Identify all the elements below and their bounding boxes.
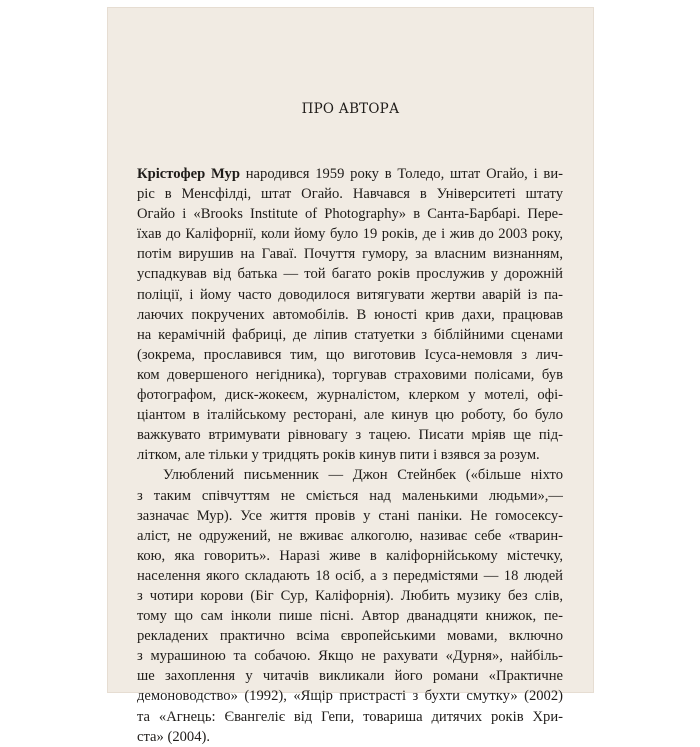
text-line: з мурашиною та собачою. Якщо не рахувати «Дурня», найбіль- xyxy=(137,648,563,665)
text-line: Огайо і «Brooks Institute of Photography» в Санта-Барбарі. Пере- xyxy=(137,206,563,223)
text-line: їхав до Каліфорнії, коли йому було 19 років, де і жив до 2003 року, xyxy=(137,226,563,243)
text-line: кою, яка говорить». Наразі живе в каліфорнійському містечку, xyxy=(137,547,563,564)
text-line: (зокрема, прославився тим, що виготовив Ісуса-немовля з лич- xyxy=(137,346,563,363)
text-line: ше захоплення у читачів викликали його романи «Практичне xyxy=(137,668,563,685)
text-line: фотографом, диск-жокеєм, журналістом, клерком у мотелі, офі- xyxy=(137,387,563,404)
text-line: зазначає Мур). Усе життя провів у стані паніки. Не гомосексу- xyxy=(137,507,563,524)
text-line-rest: народився 1959 року в Толедо, штат Огайо, і ви- xyxy=(245,166,563,182)
book-page xyxy=(107,7,594,745)
text-line: потім вирушив на Гаваї. Почуття гумору, за власним визнанням, xyxy=(137,246,563,263)
text-line: літком, але тільки у тридцять років кинув пити і взявся за розум. xyxy=(137,447,540,464)
text-line: ста» (2004). xyxy=(137,728,211,745)
text-line: з чотири корови (Біг Сур, Каліфорнія). Любить музику без слів, xyxy=(137,587,563,604)
text-line: та «Агнець: Євангеліє від Гепи, товариша дитячих років Хри- xyxy=(137,708,563,725)
text-line: Улюблений письменник — Джон Стейнбек («більше ніхто xyxy=(163,467,563,484)
text-line: ціантом в італійському ресторані, але кинув цю роботу, бо було xyxy=(137,407,563,424)
text-line: з таким співчуттям не сміється над маленькими людьми»,— xyxy=(137,487,563,504)
author-bio xyxy=(137,164,563,747)
text-line: на керамічній фабриці, де ліпив статуетки з біблійними сценами xyxy=(137,326,563,343)
page-title: ПРО АВТОРА xyxy=(301,101,400,117)
text-line xyxy=(137,164,563,184)
text-line: демоноводство» (1992), «Ящір пристрасті з бухти смутку» (2002) xyxy=(137,688,563,705)
text-line: рекладених практично всіма європейськими мовами, включно xyxy=(137,628,563,645)
text-line: лаючих покручених автомобілів. В юності крив дахи, працював xyxy=(137,306,563,323)
author-name: Крістофер Мур xyxy=(137,166,240,182)
text-line: ком довершеного негідника), торгував страховими полісами, був xyxy=(137,366,563,383)
text-line: поліції, і йому часто доводилося витягувати жертви аварій із па- xyxy=(137,286,563,303)
text-line: ріс в Менсфілді, штат Огайо. Навчався в Університеті штату xyxy=(137,186,563,203)
text-line: успадкував від батька — той багато років прослужив у дорожній xyxy=(137,266,563,283)
text-line: важкувато втримувати рівновагу з тацею. Писати мріяв ще під- xyxy=(137,427,563,444)
text-line: тому що сам інколи пише пісні. Автор дванадцяти книжок, пе- xyxy=(137,608,563,625)
text-line: населення якого складають 18 осіб, а з передмістями — 18 людей xyxy=(137,567,563,584)
text-line: аліст, не одружений, не вживає алкоголю, називає себе «тварин- xyxy=(137,527,563,544)
